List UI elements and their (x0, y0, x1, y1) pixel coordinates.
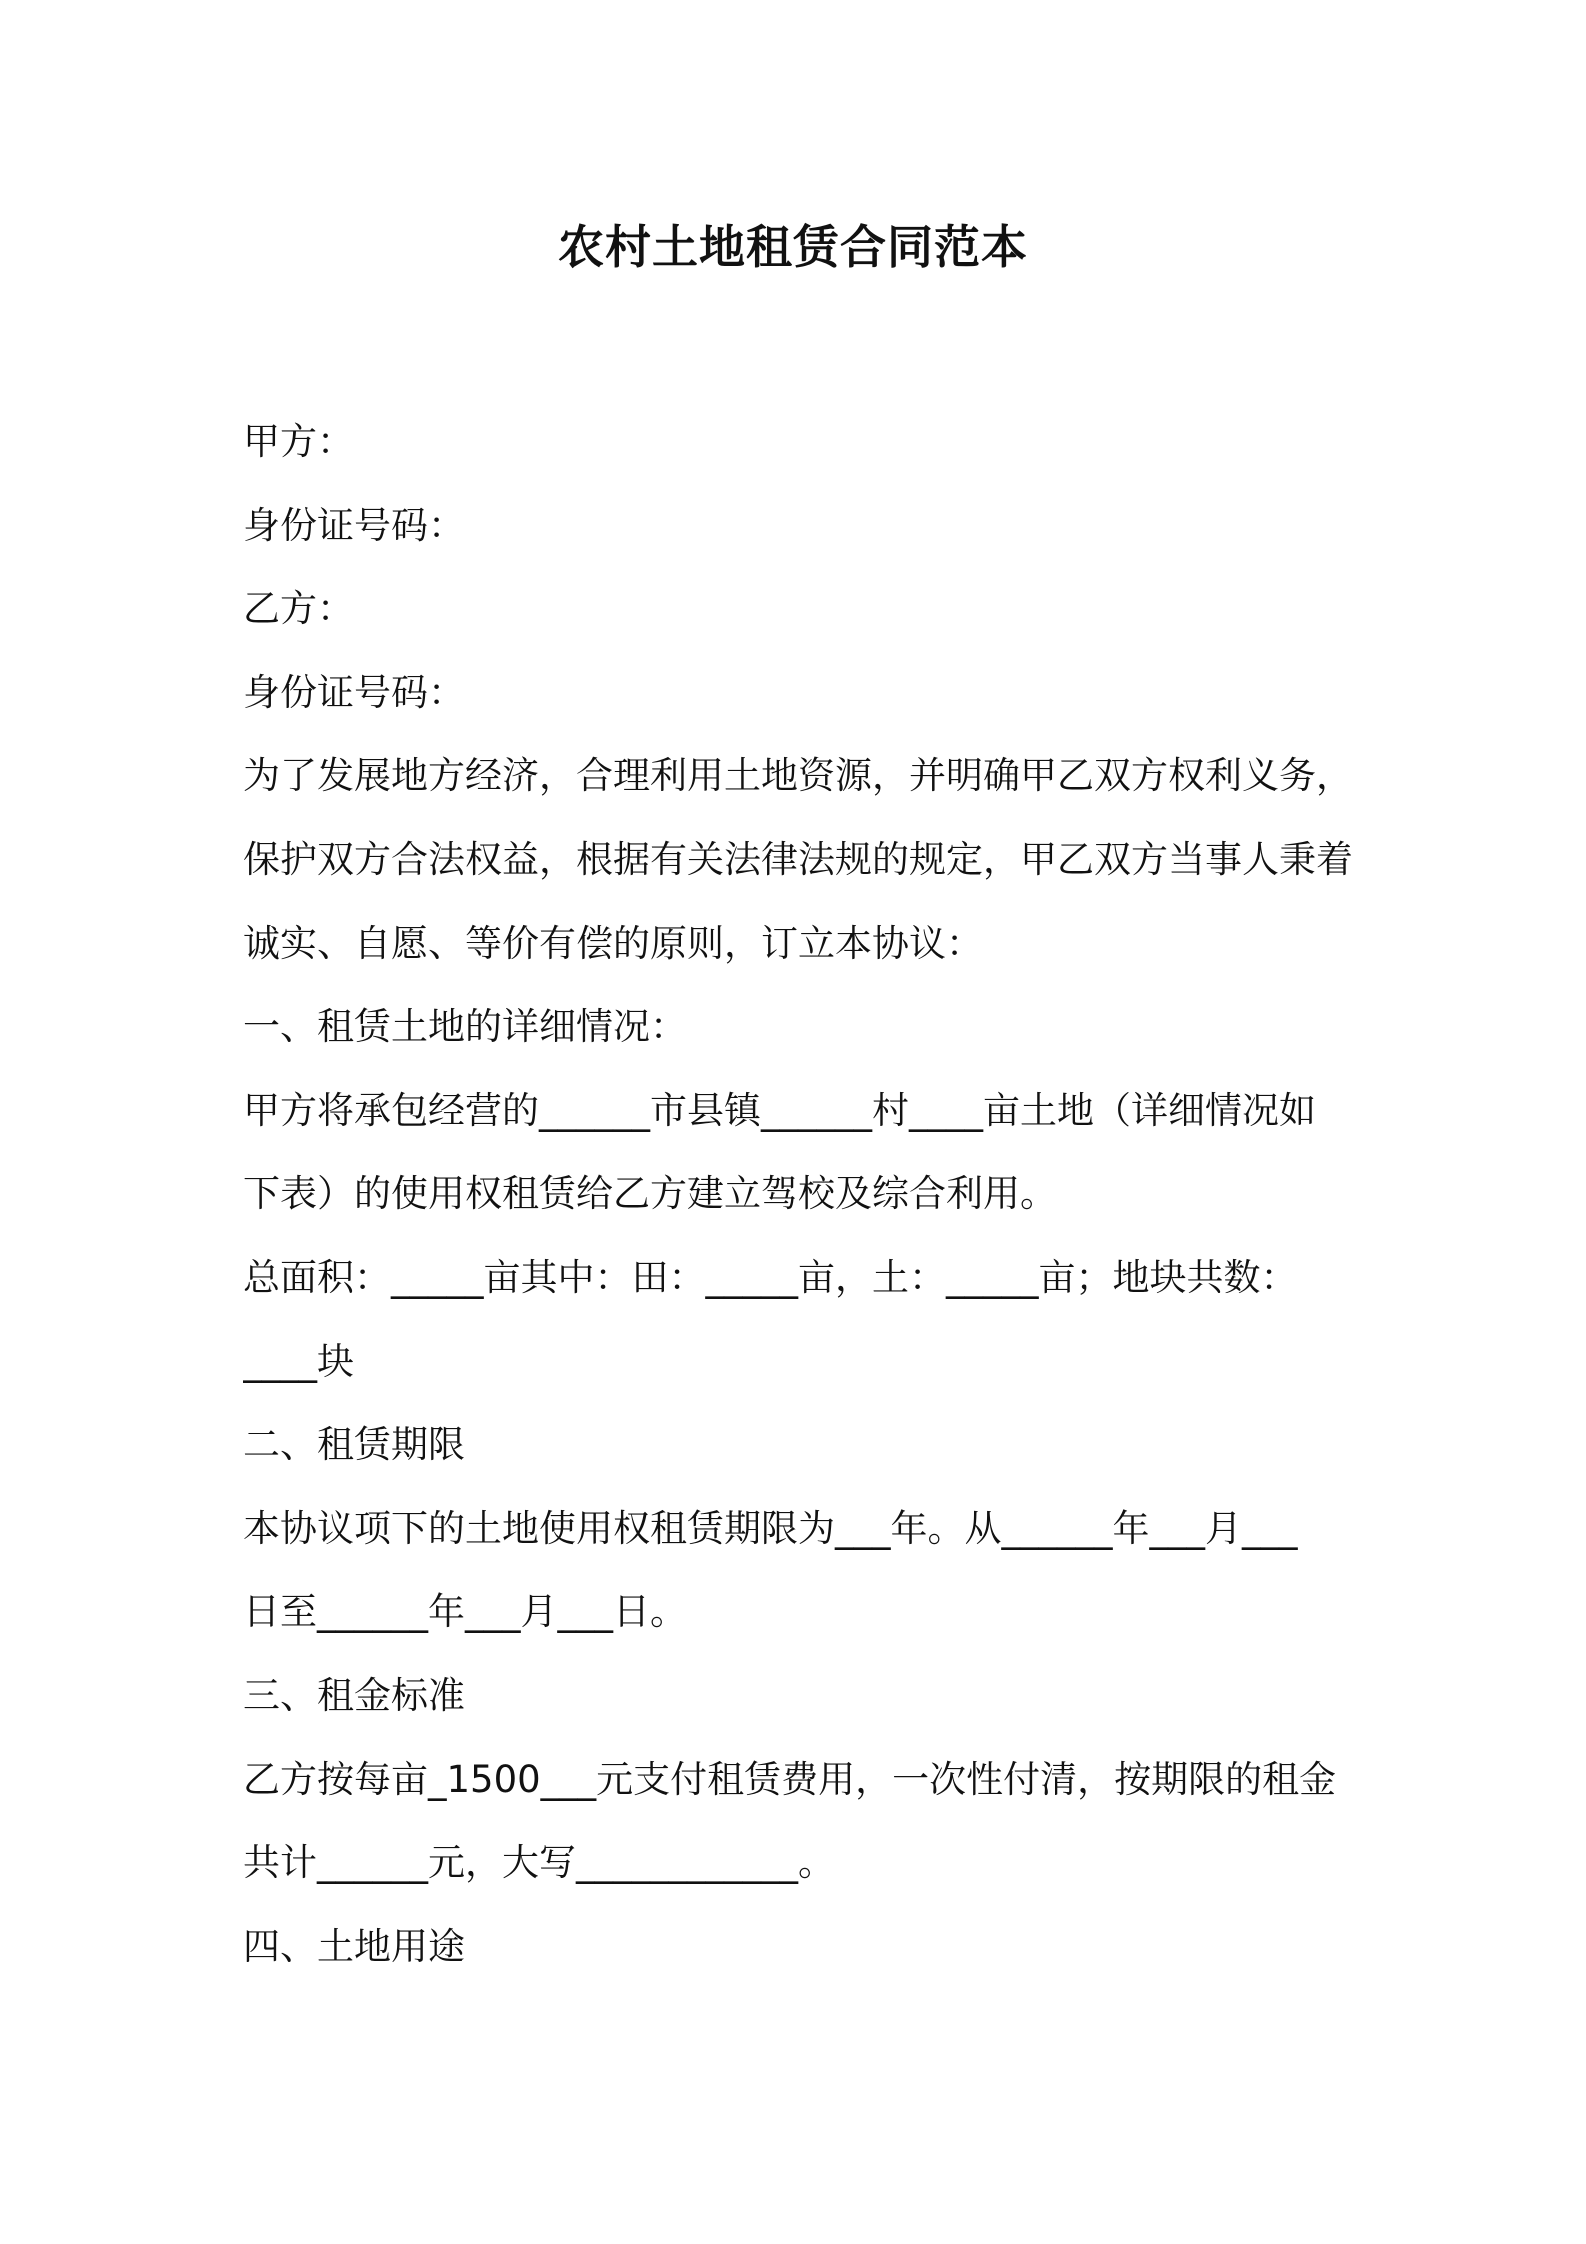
section-3-line-1: 乙方按每亩_1500___元支付租赁费用，一次性付清，按期限的租金 (243, 1757, 1337, 1801)
party-a-id-label: 身份证号码： (243, 503, 465, 547)
section-3-heading: 三、租金标准 (243, 1673, 465, 1717)
preamble-line-2: 保护双方合法权益，根据有关法律法规的规定，甲乙双方当事人秉着 (243, 837, 1353, 881)
section-1-line-1: 甲方将承包经营的______市县镇______村____亩土地（详细情况如 (243, 1088, 1316, 1132)
section-1-heading: 一、租赁土地的详细情况： (243, 1005, 687, 1049)
preamble-line-3: 诚实、自愿、等价有偿的原则，订立本协议： (243, 921, 983, 965)
total-area-line-1: 总面积：_____亩其中：田：_____亩，土：_____亩；地块共数： (243, 1255, 1298, 1299)
section-4-heading: 四、土地用途 (243, 1924, 465, 1968)
document-title: 农村土地租赁合同范本 (558, 220, 1028, 274)
preamble-line-1: 为了发展地方经济，合理利用土地资源，并明确甲乙双方权利义务， (243, 754, 1353, 798)
party-b-id-label: 身份证号码： (243, 670, 465, 714)
section-2-line-2: 日至______年___月___日。 (243, 1590, 687, 1634)
section-2-line-1: 本协议项下的土地使用权租赁期限为___年。从______年___月___ (243, 1506, 1298, 1550)
document-body (243, 400, 1363, 1988)
party-b-label: 乙方： (243, 587, 354, 631)
section-3-line-2: 共计______元，大写____________。 (243, 1841, 835, 1885)
total-area-line-2: ____块 (243, 1339, 354, 1383)
section-2-heading: 二、租赁期限 (243, 1423, 465, 1467)
section-1-line-2: 下表）的使用权租赁给乙方建立驾校及综合利用。 (243, 1172, 1057, 1216)
party-a-label: 甲方： (243, 420, 354, 463)
